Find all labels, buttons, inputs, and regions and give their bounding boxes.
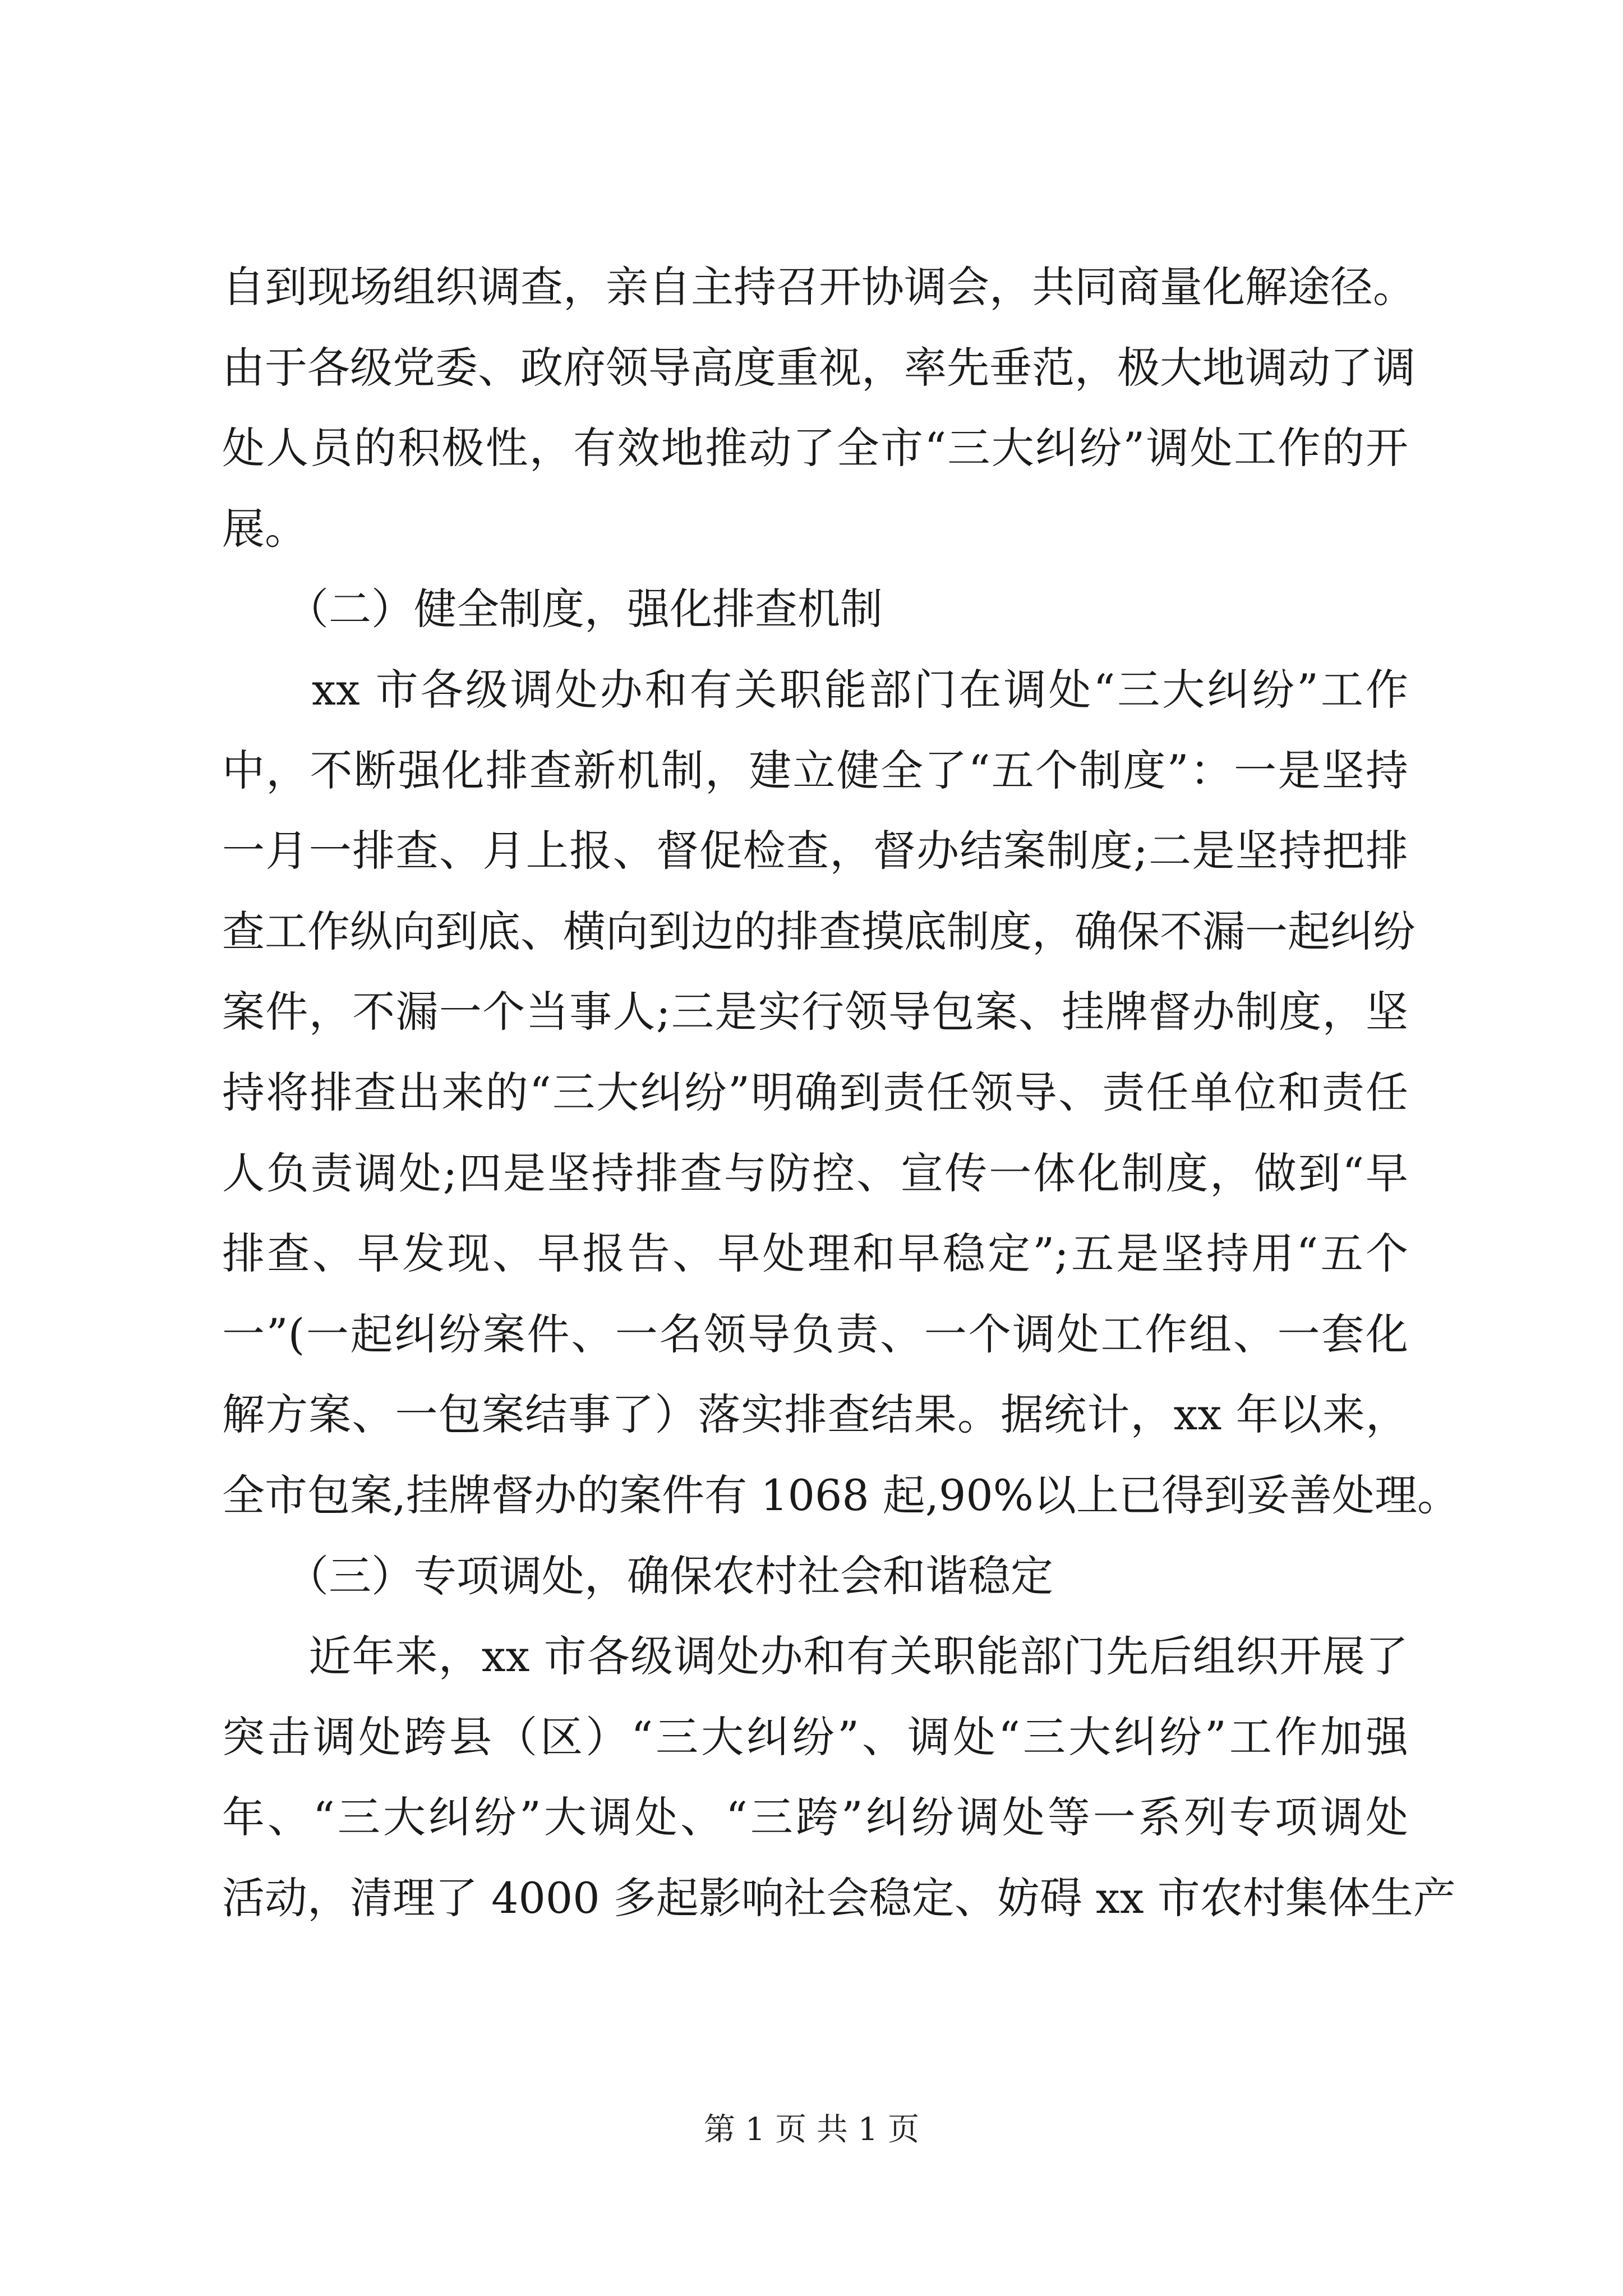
section-heading: （三）专项调处，确保农村社会和谐稳定 (222, 1550, 1053, 1601)
body-text (222, 247, 1460, 1938)
section-heading: （二）健全制度，强化排查机制 (222, 584, 883, 634)
text-line: 自到现场组织调查，亲自主持召开协调会，共同商量化解途径。 (222, 262, 1415, 312)
text-line: 解方案、一包案结事了）落实排查结果。据统计，xx 年以来， (222, 1389, 1408, 1440)
text-line: 人负责调处;四是坚持排查与防控、宣传一体化制度，做到“早 (222, 1148, 1408, 1198)
text-line: 一月一排查、月上报、督促检查，督办结案制度;二是坚持把排 (222, 826, 1408, 876)
text-line: 中，不断强化排查新机制，建立健全了“五个制度”：一是坚持 (222, 745, 1408, 795)
text-line: 查工作纵向到底、横向到边的排查摸底制度，确保不漏一起纠纷 (222, 906, 1415, 956)
text-line: 处人员的积极性，有效地推动了全市“三大纠纷”调处工作的开 (222, 423, 1408, 473)
text-line: 展。 (222, 503, 307, 554)
page-number-footer: 第 1 页 共 1 页 (703, 2111, 920, 2148)
text-line: 全市包案,挂牌督办的案件有 1068 起,90%以上已得到妥善处理。 (222, 1470, 1460, 1520)
text-line: xx 市各级调处办和有关职能部门在调处“三大纠纷”工作 (222, 664, 1408, 715)
text-line: 近年来，xx 市各级调处办和有关职能部门先后组织开展了 (222, 1631, 1408, 1682)
text-line: 年、“三大纠纷”大调处、“三跨”纠纷调处等一系列专项调处 (222, 1792, 1408, 1843)
text-line: 案件，不漏一个当事人;三是实行领导包案、挂牌督办制度，坚 (222, 987, 1408, 1037)
text-line: 持将排查出来的“三大纠纷”明确到责任领导、责任单位和责任 (222, 1067, 1408, 1117)
text-line: 活动，清理了 4000 多起影响社会稳定、妨碍 xx 市农村集体生产 (222, 1872, 1456, 1923)
text-line: 一”(一起纠纷案件、一名领导负责、一个调处工作组、一套化 (222, 1309, 1408, 1359)
text-line: 排查、早发现、早报告、早处理和早稳定”;五是坚持用“五个 (222, 1228, 1408, 1279)
text-line: 突击调处跨县（区）“三大纠纷”、调处“三大纠纷”工作加强 (222, 1711, 1408, 1762)
text-line: 由于各级党委、政府领导高度重视，率先垂范，极大地调动了调 (222, 342, 1415, 393)
